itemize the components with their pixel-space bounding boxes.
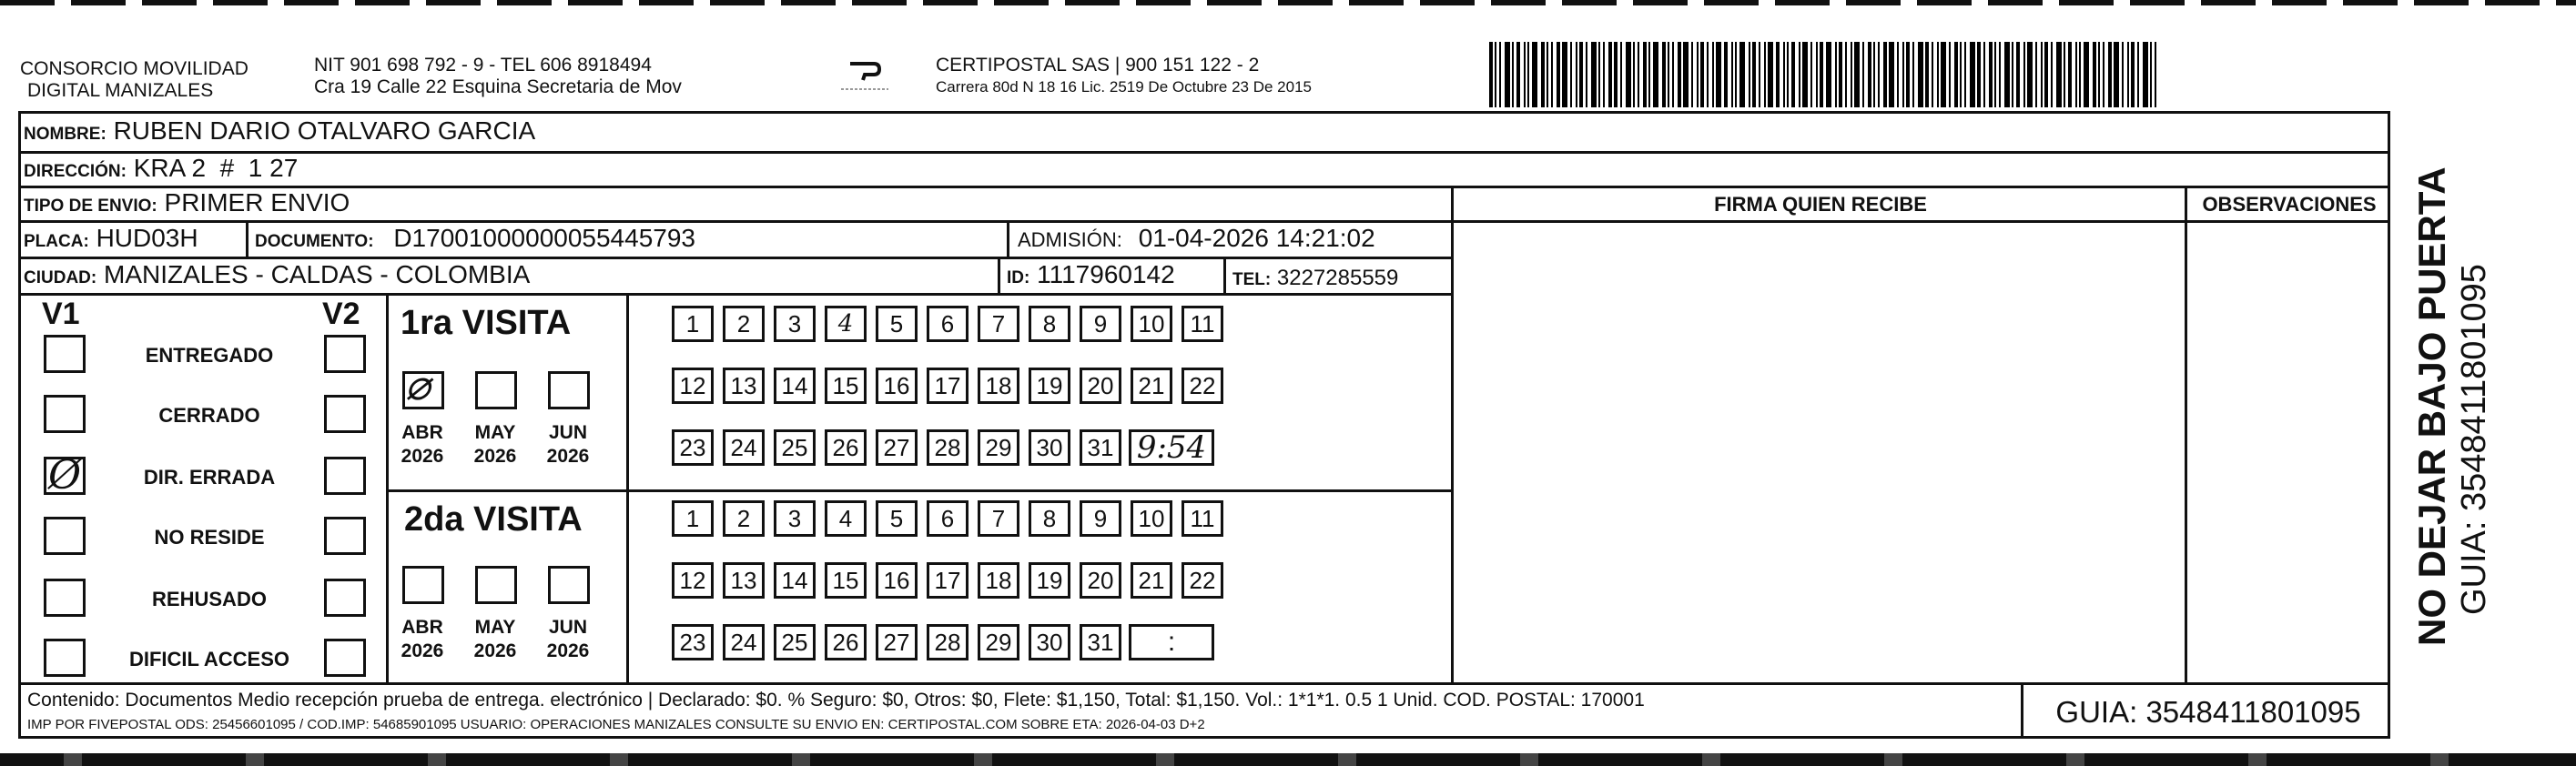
month-label: JUN <box>548 422 587 443</box>
day-box[interactable]: 5 <box>876 306 918 342</box>
ciudad-label: CIUDAD: <box>24 268 97 287</box>
col-divider <box>386 293 389 682</box>
day-box[interactable]: 11 <box>1182 500 1223 537</box>
top-tear-edge <box>0 0 2576 5</box>
placa-row <box>20 224 198 257</box>
tel-label: TEL: <box>1232 270 1272 289</box>
day-box[interactable]: 8 <box>1029 500 1070 537</box>
sender-nit: NIT 901 698 792 - 9 - TEL 606 8918494 <box>314 55 652 76</box>
month-label: ABR <box>401 617 443 638</box>
day-box[interactable]: 16 <box>876 368 918 404</box>
direccion-value: KRA 2 # 1 27 <box>133 154 299 182</box>
carrier-logo-icon <box>837 56 892 96</box>
status-option-label: REHUSADO <box>152 588 267 610</box>
col-divider <box>998 257 1000 293</box>
day-box[interactable]: 6 <box>927 306 969 342</box>
col-divider <box>626 293 629 682</box>
nombre-row <box>20 116 535 149</box>
day-box[interactable]: 7 <box>978 306 1019 342</box>
month-label: MAY <box>474 617 516 638</box>
nombre-label: NOMBRE: <box>24 125 106 144</box>
tipo-row <box>20 188 350 221</box>
row-divider <box>386 489 1451 492</box>
year-label: 2026 <box>473 640 517 661</box>
id-row <box>1003 260 1175 293</box>
barcode <box>1489 42 2216 107</box>
day-box[interactable]: 23 <box>672 624 714 660</box>
month-checkbox[interactable] <box>548 566 590 604</box>
carrier-info <box>936 55 1312 98</box>
id-label: ID: <box>1007 268 1030 287</box>
day-box[interactable]: 3 <box>774 306 816 342</box>
v2-checkbox[interactable] <box>324 457 366 495</box>
month-checkbox[interactable] <box>402 360 444 409</box>
day-box[interactable]: 9 <box>1080 500 1121 537</box>
visit2-title: 2da VISITA <box>404 500 583 539</box>
footer-guia: GUIA: 3548411801095 <box>2055 695 2361 729</box>
firma-header: FIRMA QUIEN RECIBE <box>1714 193 1927 216</box>
month-label: JUN <box>548 617 587 638</box>
day-box[interactable]: 13 <box>723 562 765 599</box>
v2-checkbox[interactable] <box>324 395 366 433</box>
day-box[interactable]: 24 <box>723 624 765 660</box>
v2-checkbox[interactable] <box>324 517 366 555</box>
row-divider <box>18 257 1451 259</box>
id-value: 1117960142 <box>1037 260 1175 288</box>
day-box[interactable]: 18 <box>978 562 1019 599</box>
status-option-label: DIFICIL ACCESO <box>128 648 289 670</box>
col-divider <box>1007 220 1009 257</box>
time-field[interactable]: 9:54 <box>1129 429 1214 466</box>
handwritten-check-mark: Ø <box>48 452 82 499</box>
day-box[interactable]: 22 <box>1182 562 1223 599</box>
month-label: ABR <box>401 422 443 443</box>
side-warning: NO DEJAR BAJO PUERTA <box>2410 166 2453 646</box>
day-box[interactable]: 19 <box>1029 562 1070 599</box>
day-box[interactable]: 4 <box>825 306 867 342</box>
day-box[interactable]: 23 <box>672 429 714 466</box>
day-box[interactable]: 5 <box>876 500 918 537</box>
day-box[interactable]: 3 <box>774 500 816 537</box>
day-box[interactable]: 14 <box>774 368 816 404</box>
day-box[interactable]: 2 <box>723 500 765 537</box>
col-divider <box>1223 257 1226 293</box>
day-box[interactable]: 19 <box>1029 368 1070 404</box>
bottom-tear-edge <box>0 753 2576 766</box>
sender-name-line-2: DIGITAL MANIZALES <box>27 80 214 101</box>
admision-value: 01-04-2026 14:21:02 <box>1138 224 1375 252</box>
placa-value: HUD03H <box>96 224 198 252</box>
day-box[interactable]: 9 <box>1080 306 1121 342</box>
v2-checkbox[interactable] <box>324 639 366 677</box>
status-option-label: DIR. ERRADA <box>143 466 276 489</box>
day-box[interactable]: 20 <box>1080 562 1121 599</box>
sender-address: Cra 19 Calle 22 Esquina Secretaria de Mov <box>314 76 682 97</box>
ciudad-value: MANIZALES - CALDAS - COLOMBIA <box>104 260 531 288</box>
side-text <box>2409 136 2527 646</box>
handwritten-check-mark: ⌀ <box>405 360 431 409</box>
day-box[interactable]: 20 <box>1080 368 1121 404</box>
v1-checkbox[interactable] <box>44 395 86 433</box>
admision-row <box>1014 224 1375 255</box>
day-box[interactable]: 18 <box>978 368 1019 404</box>
v1-checkbox[interactable] <box>44 639 86 677</box>
status-option-label: ENTREGADO <box>145 344 274 367</box>
tipo-value: PRIMER ENVIO <box>164 188 350 217</box>
visit1-title: 1ra VISITA <box>401 304 572 342</box>
status-option-label: CERRADO <box>158 404 260 427</box>
documento-label: DOCUMENTO: <box>255 232 374 251</box>
day-box[interactable]: 21 <box>1131 562 1172 599</box>
day-box[interactable]: 31 <box>1080 624 1121 660</box>
day-box[interactable]: 28 <box>927 624 969 660</box>
footer-contenido: Contenido: Documentos Medio recepción prueba de entrega. electrónico | Declarado: $0. % Seguro: $0, Otros: $0, Flete: $1,150, Total: $1,150. Vol.: 1*1*1. 0.5 1 Unid. COD. POSTAL: 170001 <box>27 690 1645 711</box>
v1-checkbox[interactable] <box>44 579 86 617</box>
day-box[interactable]: 8 <box>1029 306 1070 342</box>
col-divider <box>246 220 248 257</box>
v2-checkbox[interactable] <box>324 579 366 617</box>
month-checkbox[interactable] <box>548 371 590 409</box>
day-box[interactable]: 31 <box>1080 429 1121 466</box>
nombre-value: RUBEN DARIO OTALVARO GARCIA <box>113 116 536 145</box>
day-box[interactable]: 17 <box>927 368 969 404</box>
v2-checkbox[interactable] <box>324 335 366 373</box>
day-box[interactable]: 29 <box>978 624 1019 660</box>
placa-label: PLACA: <box>24 232 89 251</box>
month-checkbox[interactable] <box>475 566 517 604</box>
day-box[interactable]: 15 <box>825 562 867 599</box>
v1-checkbox[interactable] <box>44 335 86 373</box>
day-box[interactable]: 14 <box>774 562 816 599</box>
day-box[interactable]: 6 <box>927 500 969 537</box>
day-box[interactable]: 22 <box>1182 368 1223 404</box>
carrier-line-2: Carrera 80d N 18 16 Lic. 2519 De Octubre 23 De 2015 <box>936 78 1312 96</box>
day-box[interactable]: 25 <box>774 624 816 660</box>
row-divider <box>18 151 2390 154</box>
row-divider <box>18 220 2390 223</box>
day-box[interactable]: 30 <box>1029 624 1070 660</box>
day-box[interactable]: 10 <box>1131 306 1172 342</box>
day-box[interactable]: 4 <box>825 500 867 537</box>
month-label: MAY <box>474 422 516 443</box>
ciudad-row <box>20 260 530 293</box>
day-box[interactable]: 27 <box>876 429 918 466</box>
day-box[interactable]: 10 <box>1131 500 1172 537</box>
documento-row <box>251 224 695 257</box>
col-divider <box>2021 682 2023 739</box>
carrier-line-1: CERTIPOSTAL SAS | 900 151 122 - 2 <box>936 55 1260 76</box>
day-box[interactable]: 2 <box>723 306 765 342</box>
day-box[interactable]: 21 <box>1131 368 1172 404</box>
day-box[interactable]: 24 <box>723 429 765 466</box>
col-divider <box>1451 186 1454 682</box>
documento-value: D17001000000055445793 <box>393 224 695 252</box>
status-option-label: NO RESIDE <box>154 526 265 549</box>
v1-checkbox[interactable] <box>44 452 86 499</box>
year-label: 2026 <box>546 446 590 467</box>
day-box[interactable]: 28 <box>927 429 969 466</box>
v1-checkbox[interactable] <box>44 517 86 555</box>
col-divider <box>2185 186 2187 682</box>
day-box[interactable]: 16 <box>876 562 918 599</box>
v1-label: V1 <box>42 297 80 331</box>
day-box[interactable]: 17 <box>927 562 969 599</box>
footer-imp: IMP POR FIVEPOSTAL ODS: 25456601095 / COD.IMP: 54685901095 USUARIO: OPERACIONES MANIZALES CONSULTE SU ENVIO EN: CERTIPOSTAL.COM SOBRE ETA: 2026-04-03 D+2 <box>27 717 1205 732</box>
tel-value: 3227285559 <box>1276 266 1399 290</box>
day-box[interactable]: 26 <box>825 624 867 660</box>
day-box[interactable]: 11 <box>1182 306 1223 342</box>
day-box[interactable]: 30 <box>1029 429 1070 466</box>
observaciones-header: OBSERVACIONES <box>2202 193 2377 216</box>
day-box[interactable]: 12 <box>672 562 714 599</box>
side-guia: GUIA: 3548411801095 <box>2455 264 2493 615</box>
sender-name <box>20 58 248 102</box>
year-label: 2026 <box>401 640 444 661</box>
year-label: 2026 <box>401 446 444 467</box>
month-checkbox[interactable] <box>475 371 517 409</box>
row-divider <box>18 186 2390 188</box>
day-box[interactable]: 25 <box>774 429 816 466</box>
month-checkbox[interactable] <box>402 566 444 604</box>
tel-row <box>1229 264 1398 295</box>
direccion-row <box>20 154 298 186</box>
v2-label: V2 <box>322 297 360 331</box>
tipo-label: TIPO DE ENVIO: <box>24 197 157 216</box>
footer-divider <box>18 682 2390 685</box>
direccion-label: DIRECCIÓN: <box>24 162 127 181</box>
day-box[interactable]: 1 <box>672 306 714 342</box>
day-box[interactable]: 27 <box>876 624 918 660</box>
day-box[interactable]: 26 <box>825 429 867 466</box>
time-field[interactable]: : <box>1129 624 1214 660</box>
day-box[interactable]: 15 <box>825 368 867 404</box>
year-label: 2026 <box>473 446 517 467</box>
sender-name-line-1: CONSORCIO MOVILIDAD <box>20 58 248 79</box>
sender-info <box>314 55 682 98</box>
year-label: 2026 <box>546 640 590 661</box>
day-box[interactable]: 29 <box>978 429 1019 466</box>
day-box[interactable]: 1 <box>672 500 714 537</box>
admision-label: ADMISIÓN: <box>1018 228 1122 251</box>
day-box[interactable]: 13 <box>723 368 765 404</box>
day-box[interactable]: 12 <box>672 368 714 404</box>
day-box[interactable]: 7 <box>978 500 1019 537</box>
